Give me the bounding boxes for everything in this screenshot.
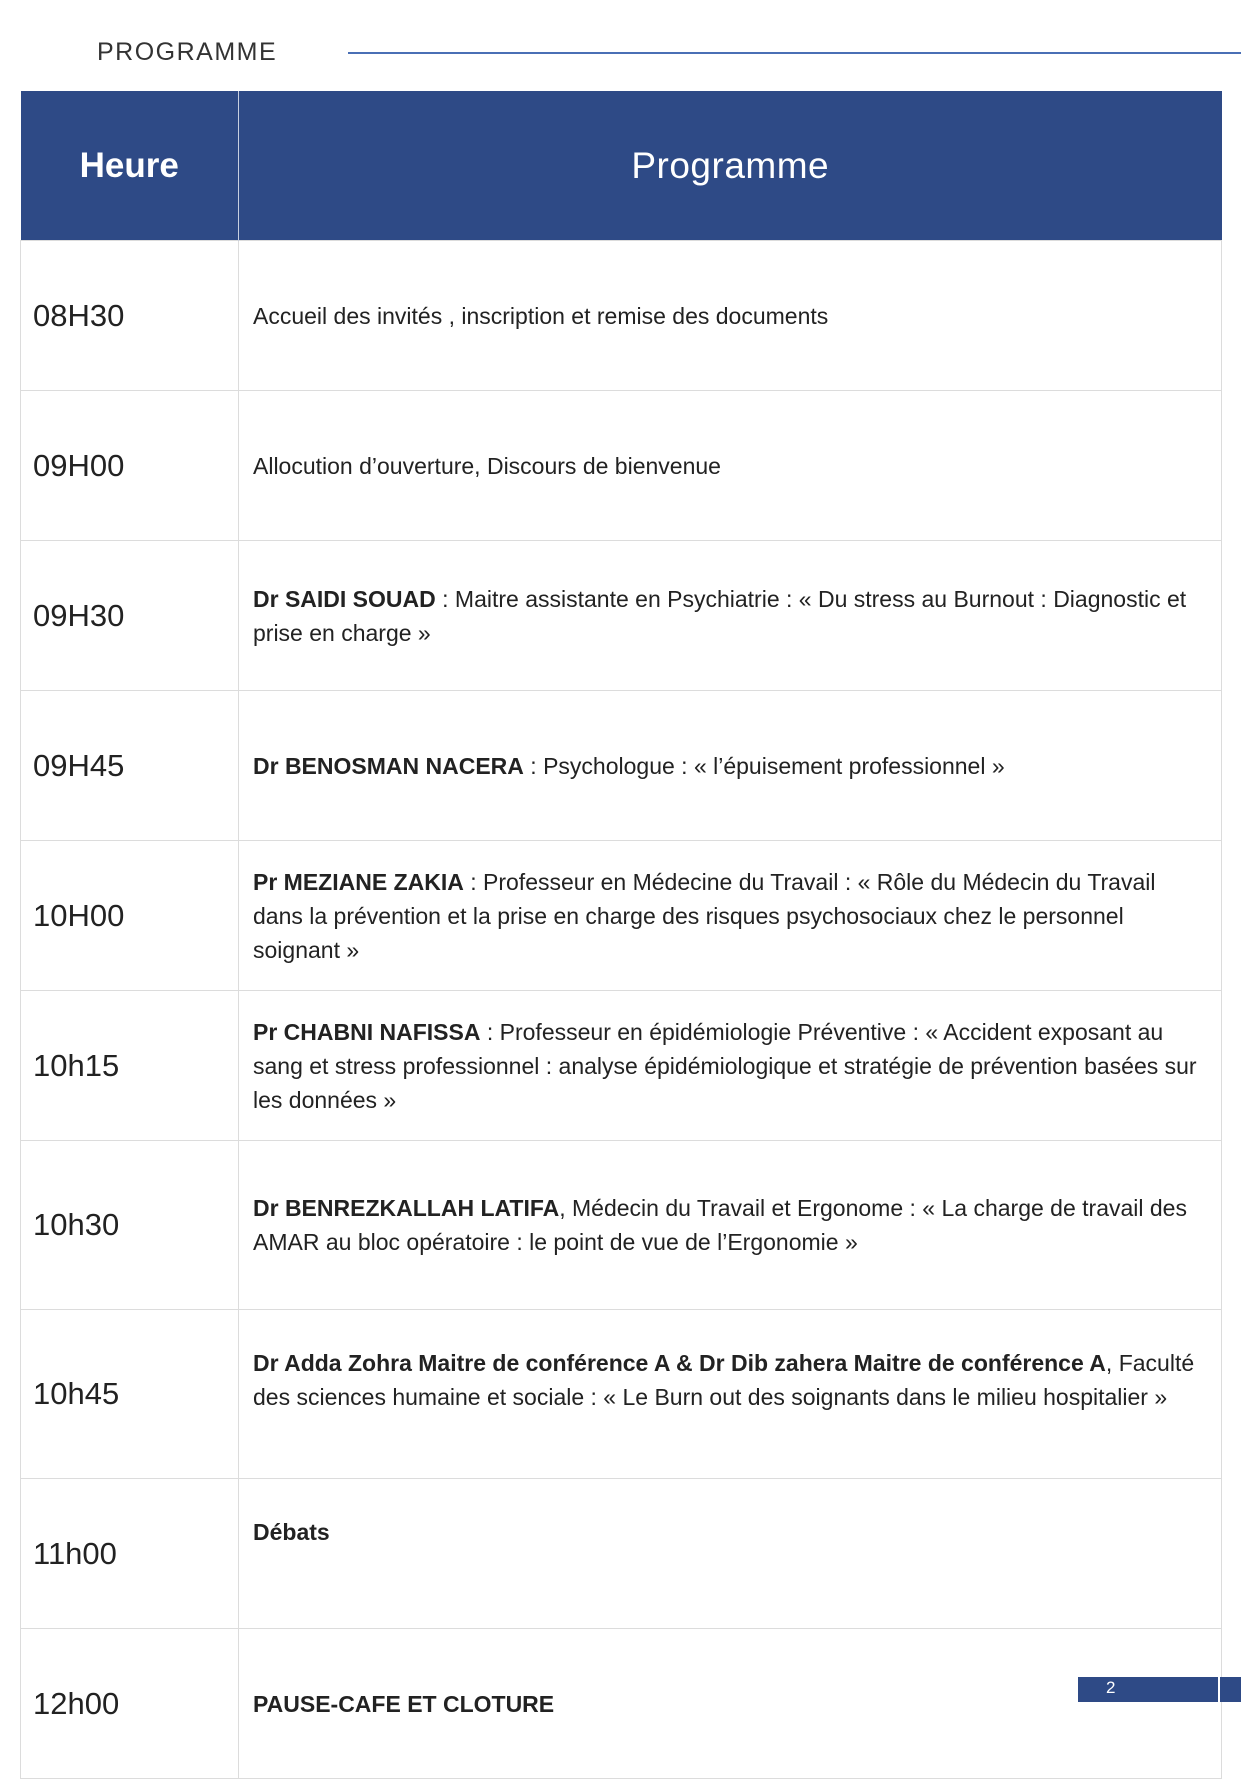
row-description	[239, 1310, 1222, 1479]
row-description	[239, 541, 1222, 691]
row-description	[239, 1141, 1222, 1310]
speaker-name: PAUSE-CAFE ET CLOTURE	[253, 1690, 555, 1717]
description-text: : Psychologue : « l’épuisement professionnel »	[523, 752, 1005, 779]
table-row	[21, 691, 1222, 841]
column-header-program: Programme	[239, 91, 1222, 241]
row-time: 09H00	[21, 391, 239, 541]
table-row	[21, 241, 1222, 391]
column-header-time: Heure	[21, 91, 239, 241]
speaker-name: Dr SAIDI SOUAD	[253, 585, 436, 612]
row-time: 08H30	[21, 241, 239, 391]
table-row	[21, 991, 1222, 1141]
speaker-name: Dr Adda Zohra Maitre de conférence A & Dr Dib zahera Maitre de conférence A	[253, 1350, 1106, 1376]
row-description	[239, 391, 1222, 541]
row-time: 10H00	[21, 841, 239, 991]
speaker-name: Débats	[253, 1519, 330, 1545]
description-text: : Professeur en Médecine du Travail : « Rôle du Médecin du Travail dans la prévention et la prise en charge des risques psychosociaux chez le personnel soignant »	[253, 868, 1156, 963]
description-text: : Professeur en épidémiologie Préventive : « Accident exposant au sang et stress professionnel : analyse épidémiologique et stratégie de prévention basées sur les données »	[253, 1018, 1197, 1113]
row-time: 10h15	[21, 991, 239, 1141]
speaker-name: Pr MEZIANE ZAKIA	[253, 868, 464, 895]
row-description	[239, 991, 1222, 1141]
row-time: 09H30	[21, 541, 239, 691]
page-number: 2	[1106, 1678, 1116, 1697]
row-description	[239, 841, 1222, 991]
row-time: 11h00	[21, 1479, 239, 1629]
page-tab-divider	[1218, 1677, 1220, 1702]
row-time: 10h45	[21, 1310, 239, 1479]
description-text: Allocution d’ouverture, Discours de bienvenue	[253, 452, 721, 479]
table-header-row	[21, 91, 1222, 241]
row-time: 10h30	[21, 1141, 239, 1310]
table-row	[21, 541, 1222, 691]
table-row	[21, 1310, 1222, 1479]
row-description	[239, 1479, 1222, 1629]
table-row	[21, 391, 1222, 541]
table-row	[21, 841, 1222, 991]
description-text: , Médecin du Travail et Ergonome : « La charge de travail des AMAR au bloc opératoire : le point de vue de l’Ergonomie »	[253, 1195, 1187, 1255]
table-row	[21, 1141, 1222, 1310]
row-time: 09H45	[21, 691, 239, 841]
program-table	[20, 91, 1222, 1779]
row-description	[239, 241, 1222, 391]
header-rule	[348, 52, 1241, 54]
page-header-label: PROGRAMME	[97, 38, 278, 66]
speaker-name: Pr CHABNI NAFISSA	[253, 1018, 481, 1045]
description-text: , Faculté des sciences humaine et sociale : « Le Burn out des soignants dans le milieu hospitalier »	[253, 1350, 1195, 1410]
row-time: 12h00	[21, 1629, 239, 1779]
description-text: : Maitre assistante en Psychiatrie : « Du stress au Burnout : Diagnostic et prise en charge »	[253, 585, 1187, 646]
table-row	[21, 1629, 1222, 1779]
speaker-name: Dr BENOSMAN NACERA	[253, 752, 524, 779]
table-row	[21, 1479, 1222, 1629]
description-text: Accueil des invités , inscription et remise des documents	[253, 302, 829, 329]
speaker-name: Dr BENREZKALLAH LATIFA	[253, 1195, 560, 1221]
row-description	[239, 691, 1222, 841]
row-description	[239, 1629, 1222, 1779]
page-number-tab	[1078, 1677, 1241, 1702]
